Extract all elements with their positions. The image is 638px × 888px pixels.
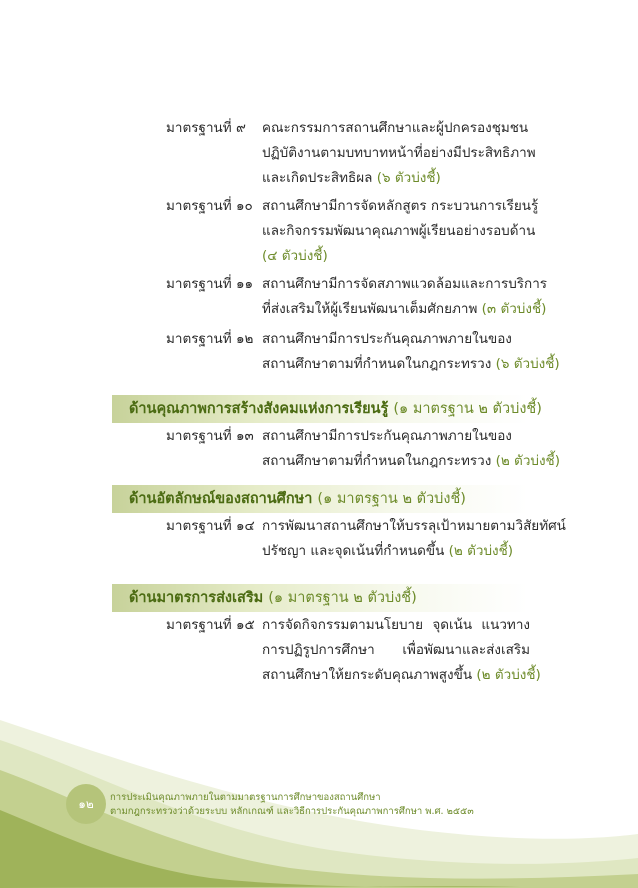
standard-text: สถานศึกษาตามที่กำหนดในกฎกระทรวง (262, 453, 492, 469)
standard-text-line-last (262, 244, 530, 269)
page-number-badge (66, 784, 106, 824)
standard-text-line-last (262, 663, 541, 688)
section-heading-learning-society (112, 395, 542, 423)
standard-text-line: สถานศึกษามีการจัดหลักสูตร กระบวนการเรียนรู้ (262, 198, 539, 214)
section-subtitle: (๑ มาตรฐาน ๒ ตัวบ่งชี้) (317, 491, 466, 507)
standard-text-line: และกิจกรรมพัฒนาคุณภาพผู้เรียนอย่างรอบด้าน (262, 223, 536, 239)
standard-text-line: การพัฒนาสถานศึกษาให้บรรลุเป้าหมายตามวิสัยทัศน์ (262, 518, 566, 534)
standard-text-line: การจัดกิจกรรมตามนโยบาย จุดเน้น แนวทาง (262, 617, 530, 633)
standard-text: ปรัชญา และจุดเน้นที่กำหนดขึ้น (262, 543, 445, 559)
standard-text: สถานศึกษาตามที่กำหนดในกฎกระทรวง (262, 356, 492, 372)
section-title: ด้านคุณภาพการสร้างสังคมแห่งการเรียนรู้ (129, 401, 389, 417)
section-subtitle: (๑ มาตรฐาน ๒ ตัวบ่งชี้) (393, 401, 542, 417)
standard-text-line-last (262, 449, 560, 474)
standard-text-line: สถานศึกษามีการประกันคุณภาพภายในของ (262, 428, 512, 444)
standard-label: มาตรฐานที่ ๑๑ (166, 276, 254, 292)
indicator-count: (๔ ตัวบ่งชี้) (262, 248, 328, 264)
standard-text-line: ปฏิบัติงานตามบทบาทหน้าที่อย่างมีประสิทธิภาพ (262, 145, 536, 161)
standard-text: และเกิดประสิทธิผล (262, 170, 373, 186)
section-heading-promotion (112, 584, 528, 612)
standard-text: สถานศึกษาให้ยกระดับคุณภาพสูงขึ้น (262, 667, 473, 683)
standard-label: มาตรฐานที่ ๑๐ (166, 198, 253, 214)
standard-label: มาตรฐานที่ ๙ (166, 120, 246, 136)
standard-label: มาตรฐานที่ ๑๔ (166, 518, 255, 534)
standard-text-line: สถานศึกษามีการจัดสภาพแวดล้อมและการบริการ (262, 276, 548, 292)
page-number: ๑๒ (78, 797, 94, 811)
standard-text-line-last (262, 166, 530, 191)
standard-text: ที่ส่งเสริมให้ผู้เรียนพัฒนาเต็มศักยภาพ (262, 301, 478, 317)
standard-text-line: คณะกรรมการสถานศึกษาและผู้ปกครองชุมชน (262, 120, 529, 136)
indicator-count: (๒ ตัวบ่งชี้) (495, 453, 560, 469)
indicator-count: (๖ ตัวบ่งชี้) (376, 170, 441, 186)
standard-text-line-last (262, 352, 560, 377)
standard-text-line-last (262, 539, 530, 564)
section-title-line (129, 399, 542, 419)
standard-text-line: สถานศึกษามีการประกันคุณภาพภายในของ (262, 331, 512, 347)
standard-text-line-last (262, 297, 547, 322)
indicator-count: (๒ ตัวบ่งชี้) (448, 543, 514, 559)
indicator-count: (๒ ตัวบ่งชี้) (476, 667, 541, 683)
standard-label: มาตรฐานที่ ๑๓ (166, 428, 254, 444)
section-title: ด้านมาตรการส่งเสริม (129, 590, 264, 606)
footer-title-line2: ตามกฎกระทรวงว่าด้วยระบบ หลักเกณฑ์ และวิธีการประกันคุณภาพการศึกษา พ.ศ. ๒๕๕๓ (110, 806, 474, 817)
standard-label: มาตรฐานที่ ๑๒ (166, 331, 254, 347)
standard-text-line: การปฏิรูปการศึกษา เพื่อพัฒนาและส่งเสริม (262, 642, 530, 658)
section-title-line (129, 489, 466, 509)
section-subtitle: (๑ มาตรฐาน ๒ ตัวบ่งชี้) (268, 590, 417, 606)
footer-title-line1: การประเมินคุณภาพภายในตามมาตรฐานการศึกษาของสถานศึกษา (110, 792, 381, 803)
indicator-count: (๓ ตัวบ่งชี้) (481, 301, 547, 317)
section-title: ด้านอัตลักษณ์ของสถานศึกษา (129, 491, 313, 507)
standard-label: มาตรฐานที่ ๑๕ (166, 617, 255, 633)
indicator-count: (๖ ตัวบ่งชี้) (495, 356, 560, 372)
section-heading-identity (112, 485, 528, 513)
section-title-line (129, 588, 417, 608)
